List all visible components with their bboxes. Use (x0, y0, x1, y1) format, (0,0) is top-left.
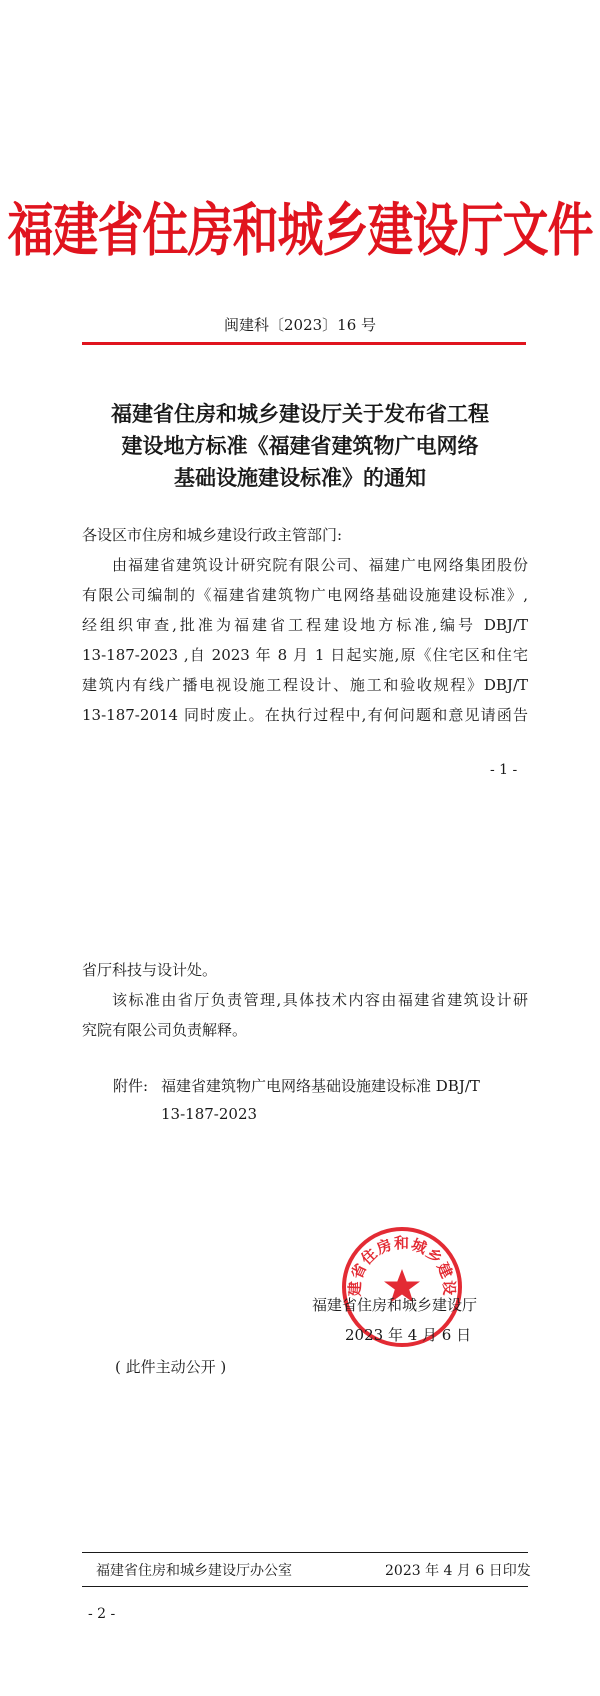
paragraph-line: 由福建省建筑设计研究院有限公司、福建广电网络集团股份 (112, 556, 528, 574)
paragraph-line: 该标准由省厅负责管理,具体技术内容由福建省建筑设计研 (112, 991, 528, 1009)
header-red-rule (82, 342, 526, 345)
attachment-title: 福建省建筑物广电网络基础设施建设标准 DBJ/T (161, 1077, 480, 1095)
addressee: 各设区市住房和城乡建设行政主管部门: (82, 526, 343, 544)
footer-print-date: 2023 年 4 月 6 日印发 (385, 1563, 531, 1579)
notice-title-line-1: 福建省住房和城乡建设厅关于发布省工程 (111, 401, 489, 426)
paragraph-1 (82, 550, 528, 730)
svg-text:福建省住房和城乡建设厅: 建省住房和城乡建设 (345, 1234, 459, 1297)
paragraph-line: 有限公司编制的《福建省建筑物广电网络基础设施建设标准》, (82, 586, 528, 604)
public-disclosure-note: ( 此件主动公开 ) (115, 1358, 227, 1376)
paragraph-line: 13-187-2023 ,自 2023 年 8 月 1 日起实施,原《住宅区和住宅 (82, 646, 528, 664)
signature-date: 2023 年 4 月 6 日 (345, 1326, 472, 1344)
notice-title-line-2: 建设地方标准《福建省建筑物广电网络 (121, 433, 479, 458)
document-number: 闽建科〔2023〕16 号 (223, 316, 377, 334)
paragraph-line: 建筑内有线广播电视设施工程设计、施工和验收规程》DBJ/T (82, 676, 528, 694)
footer-office: 福建省住房和城乡建设厅办公室 (96, 1563, 292, 1579)
paragraph-1-continued: 省厅科技与设计处。 (82, 961, 218, 979)
signature-organization: 福建省住房和城乡建设厅 (312, 1296, 478, 1314)
footer-rule-top (82, 1552, 528, 1553)
notice-title (60, 398, 540, 494)
paragraph-line: 究院有限公司负责解释。 (82, 1021, 248, 1039)
footer-rule-bottom (82, 1586, 528, 1587)
paragraph-2 (82, 985, 528, 1045)
paragraph-line: 13-187-2014 同时废止。在执行过程中,有何问题和意见请函告 (82, 706, 528, 724)
document-header-title: 福建省住房和城乡建设厅文件 (7, 196, 593, 264)
attachment-code: 13-187-2023 (161, 1105, 258, 1123)
notice-title-line-3: 基础设施建设标准》的通知 (174, 465, 426, 490)
paragraph-line: 经组织审查,批准为福建省工程建设地方标准,编号 DBJ/T (82, 616, 528, 634)
page-number-1: - 1 - (490, 762, 518, 778)
attachment-label: 附件: (113, 1077, 149, 1095)
page-number-2: - 2 - (88, 1606, 116, 1622)
